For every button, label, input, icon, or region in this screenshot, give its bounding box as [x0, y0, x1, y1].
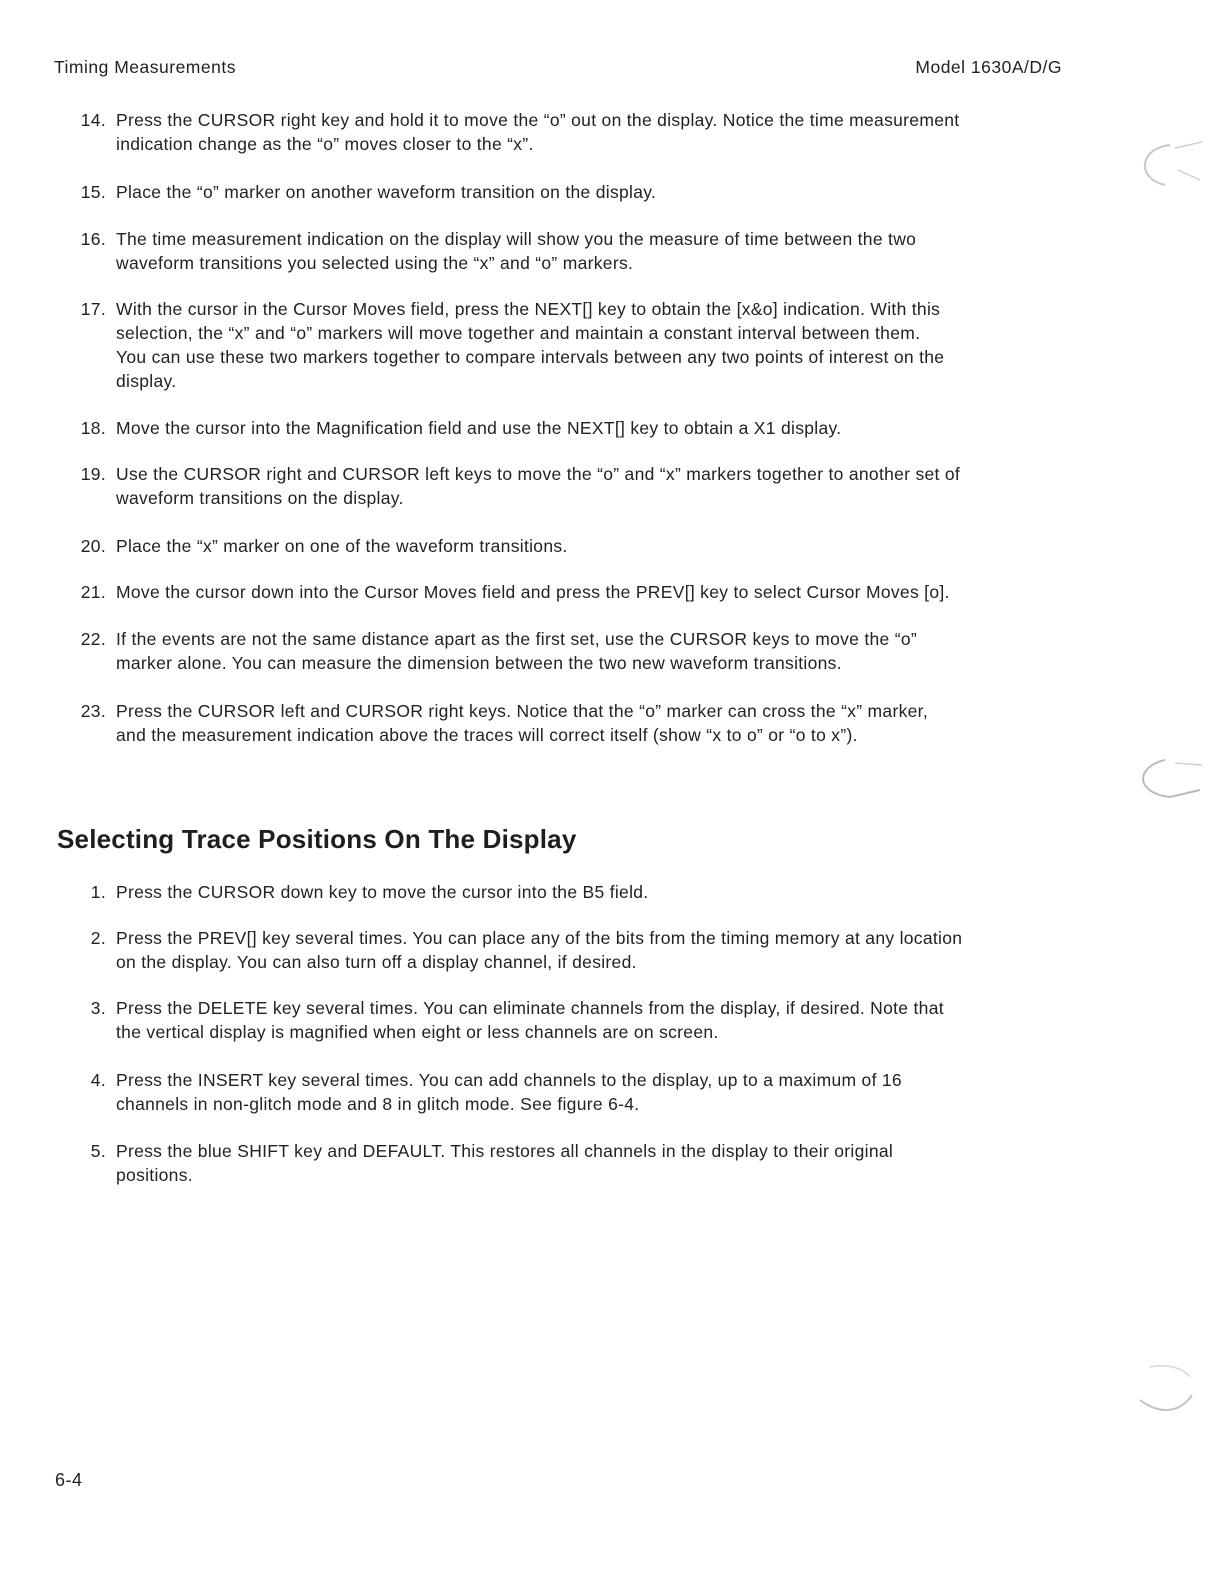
step-number: 22. — [80, 629, 106, 649]
section-heading: Selecting Trace Positions On The Display — [57, 824, 577, 854]
step-text: Press the CURSOR left and CURSOR right keys. Notice that the “o” marker can cross the “x” marker, and the measurement indication above the traces will correct itself (show “x to o” or “o to x”). — [116, 701, 928, 745]
step-number: 1. — [90, 882, 106, 902]
step-text: The time measurement indication on the display will show you the measure of time between the two waveform transitions you selected using the “x” and “o” markers. — [116, 229, 917, 273]
step-number: 17. — [80, 299, 106, 319]
step-number: 23. — [80, 701, 106, 721]
punch-hole-shadow-icon — [1130, 745, 1210, 815]
punch-hole-shadow-icon — [1130, 1355, 1210, 1425]
step-text: Press the DELETE key several times. You can eliminate channels from the display, if desired. Note that the vertical display is magnified when eight or less channels are on screen. — [116, 998, 944, 1042]
step-text: Press the CURSOR right key and hold it to move the “o” out on the display. Notice the time measurement indication change as the “o” moves closer to the “x”. — [116, 110, 960, 154]
step-number: 14. — [80, 110, 106, 130]
running-header-model: Model 1630A/D/G — [915, 57, 1062, 77]
step-number: 15. — [80, 182, 106, 202]
running-header-title: Timing Measurements — [54, 57, 236, 77]
punch-hole-shadow-icon — [1130, 130, 1210, 200]
step-text: Move the cursor into the Magnification field and use the NEXT[] key to obtain a X1 display. — [116, 418, 842, 438]
step-text: Press the CURSOR down key to move the cursor into the B5 field. — [116, 882, 649, 902]
step-text: Place the “o” marker on another waveform transition on the display. — [116, 182, 657, 202]
step-text: Place the “x” marker on one of the waveform transitions. — [116, 536, 568, 556]
step-text: Press the PREV[] key several times. You can place any of the bits from the timing memory at any location on the display. You can also turn off a display channel, if desired. — [116, 928, 963, 972]
page-number: 6-4 — [55, 1470, 83, 1490]
step-number: 4. — [90, 1070, 106, 1090]
step-text: Move the cursor down into the Cursor Moves field and press the PREV[] key to select Cursor Moves [o]. — [116, 582, 950, 602]
step-text: With the cursor in the Cursor Moves field, press the NEXT[] key to obtain the [x&o] indication. With this selection, the “x” and “o” markers will move together and maintain a constant interval between them. You can use these two markers together to compare intervals between any two points of interest on the display. — [116, 299, 945, 391]
step-number: 21. — [80, 582, 106, 602]
step-text: Press the blue SHIFT key and DEFAULT. This restores all channels in the display to their original positions. — [116, 1141, 894, 1185]
step-number: 20. — [80, 536, 106, 556]
step-number: 16. — [80, 229, 106, 249]
step-number: 5. — [90, 1141, 106, 1161]
step-number: 18. — [80, 418, 106, 438]
step-number: 3. — [90, 998, 106, 1018]
step-text: Use the CURSOR right and CURSOR left keys to move the “o” and “x” markers together to another set of waveform transitions on the display. — [116, 464, 961, 508]
step-text: If the events are not the same distance apart as the first set, use the CURSOR keys to move the “o” marker alone. You can measure the dimension between the two new waveform transitions. — [116, 629, 918, 673]
step-number: 19. — [80, 464, 106, 484]
step-number: 2. — [90, 928, 106, 948]
step-text: Press the INSERT key several times. You can add channels to the display, up to a maximum of 16 channels in non-glitch mode and 8 in glitch mode. See figure 6-4. — [116, 1070, 902, 1114]
